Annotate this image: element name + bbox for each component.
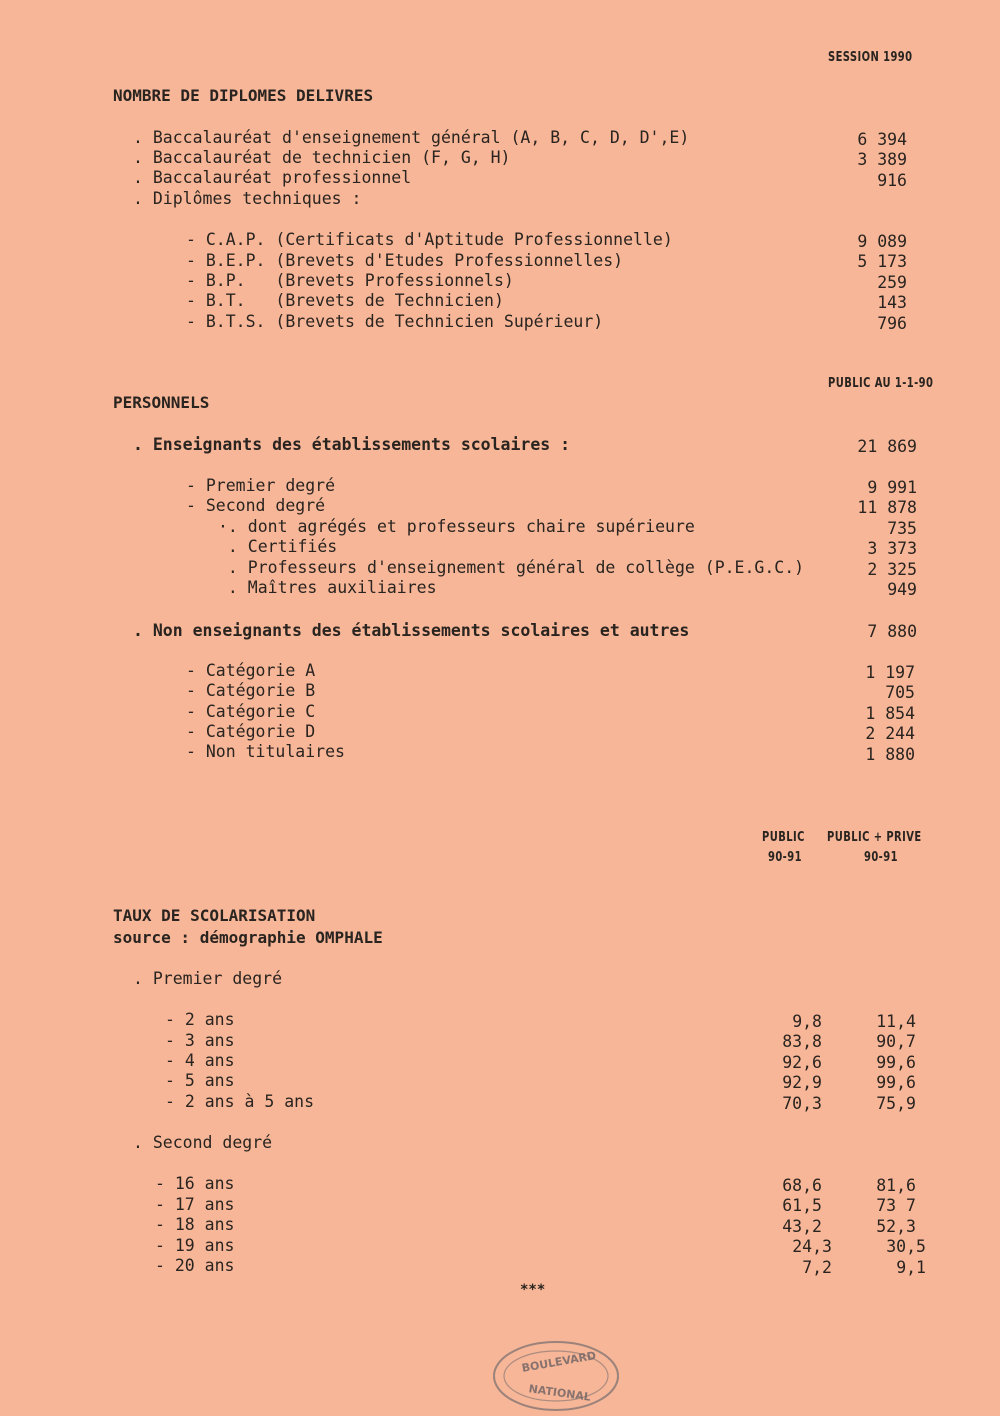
diplome-label: . Baccalauréat professionnel	[133, 168, 412, 187]
categorie-label: - Non titulaires	[186, 742, 345, 761]
enseignant-item-value: 11 878	[857, 498, 917, 517]
public-value: 70,3	[782, 1094, 822, 1113]
diplome-value: 6 394	[857, 130, 907, 149]
diplome-value: 3 389	[857, 150, 907, 169]
personnels-header: PUBLIC AU 1-1-90	[828, 376, 934, 391]
premier-degre-label: . Premier degré	[133, 969, 283, 988]
total-value: 75,9	[876, 1094, 916, 1113]
age-label: - 17 ans	[155, 1195, 235, 1214]
enseignants-label: . Enseignants des établissements scolaires :	[133, 435, 571, 454]
second-degre-value: 949	[887, 580, 917, 599]
diplome-label: . Baccalauréat de technicien (F, G, H)	[133, 148, 511, 167]
public-value: 61,5	[782, 1196, 822, 1215]
total-value: 99,6	[876, 1053, 916, 1072]
public-value: 68,6	[782, 1176, 822, 1195]
personnels-title: PERSONNELS	[113, 393, 210, 412]
total-value: 73 7	[876, 1196, 916, 1215]
diplomes-title: NOMBRE DE DIPLOMES DELIVRES	[113, 86, 374, 105]
scolarisation-source: source : démographie OMPHALE	[113, 928, 383, 947]
non-enseignants-label: . Non enseignants des établissements scolaires et autres	[133, 621, 690, 640]
public-value: 43,2	[782, 1217, 822, 1236]
scolarisation-title: TAUX DE SCOLARISATION	[113, 906, 316, 925]
categorie-label: - Catégorie B	[186, 681, 316, 700]
technique-label: - B.T. (Brevets de Technicien)	[186, 291, 504, 310]
categorie-value: 1 854	[865, 704, 915, 723]
diplome-value: 916	[877, 171, 907, 190]
categorie-value: 1 197	[865, 663, 915, 682]
end-mark: ***	[520, 1282, 546, 1298]
categorie-label: - Catégorie A	[186, 661, 316, 680]
col-total-year: 90-91	[864, 850, 898, 865]
categorie-label: - Catégorie C	[186, 702, 316, 721]
age-label: - 2 ans	[165, 1010, 235, 1029]
age-label: - 20 ans	[155, 1256, 235, 1275]
categorie-value: 2 244	[865, 724, 915, 743]
second-degre-section-label: . Second degré	[133, 1133, 273, 1152]
enseignants-value: 21 869	[857, 437, 917, 456]
age-label: - 3 ans	[165, 1031, 235, 1050]
technique-value: 143	[877, 293, 907, 312]
categorie-label: - Catégorie D	[186, 722, 316, 741]
categorie-value: 705	[885, 683, 915, 702]
technique-label: - B.P. (Brevets Professionnels)	[186, 271, 514, 290]
public-value: 24,3	[792, 1237, 832, 1256]
second-degre-label: . Professeurs d'enseignement général de collège (P.E.G.C.)	[218, 558, 805, 577]
public-value: 7,2	[802, 1258, 832, 1277]
technique-value: 259	[877, 273, 907, 292]
technique-label: - B.E.P. (Brevets d'Etudes Professionnelles)	[186, 251, 624, 270]
enseignant-item-value: 9 991	[867, 478, 917, 497]
second-degre-value: 2 325	[867, 560, 917, 579]
public-value: 92,9	[782, 1073, 822, 1092]
age-label: - 16 ans	[155, 1174, 235, 1193]
total-value: 52,3	[876, 1217, 916, 1236]
age-label: - 2 ans à 5 ans	[165, 1092, 315, 1111]
session-header: SESSION 1990	[828, 50, 913, 65]
public-value: 92,6	[782, 1053, 822, 1072]
enseignant-item-label: - Premier degré	[186, 476, 336, 495]
non-enseignants-value: 7 880	[867, 622, 917, 641]
seal-text-top: BOULEVARD	[520, 1349, 597, 1375]
col-public-header: PUBLIC	[762, 830, 805, 845]
public-value: 9,8	[792, 1012, 822, 1031]
total-value: 90,7	[876, 1032, 916, 1051]
second-degre-label: . Certifiés	[218, 537, 338, 556]
enseignant-item-label: - Second degré	[186, 496, 326, 515]
age-label: - 19 ans	[155, 1236, 235, 1255]
age-label: - 5 ans	[165, 1071, 235, 1090]
diplome-label: . Baccalauréat d'enseignement général (A, B, C, D, D',E)	[133, 128, 690, 147]
public-value: 83,8	[782, 1032, 822, 1051]
library-seal-stamp	[488, 1336, 628, 1416]
technique-value: 796	[877, 314, 907, 333]
age-label: - 18 ans	[155, 1215, 235, 1234]
categorie-value: 1 880	[865, 745, 915, 764]
second-degre-label: . Maîtres auxiliaires	[218, 578, 437, 597]
second-degre-value: 735	[887, 519, 917, 538]
col-total-header: PUBLIC + PRIVE	[827, 830, 922, 845]
total-value: 11,4	[876, 1012, 916, 1031]
col-public-year: 90-91	[768, 850, 802, 865]
age-label: - 4 ans	[165, 1051, 235, 1070]
total-value: 9,1	[896, 1258, 926, 1277]
total-value: 81,6	[876, 1176, 916, 1195]
seal-text-bottom: NATIONAL	[527, 1382, 592, 1404]
diplome-label: . Diplômes techniques :	[133, 189, 362, 208]
technique-value: 9 089	[857, 232, 907, 251]
total-value: 30,5	[886, 1237, 926, 1256]
technique-label: - C.A.P. (Certificats d'Aptitude Professionnelle)	[186, 230, 673, 249]
technique-value: 5 173	[857, 252, 907, 271]
second-degre-value: 3 373	[867, 539, 917, 558]
second-degre-label: ·. dont agrégés et professeurs chaire supérieure	[218, 517, 695, 536]
technique-label: - B.T.S. (Brevets de Technicien Supérieur)	[186, 312, 604, 331]
total-value: 99,6	[876, 1073, 916, 1092]
